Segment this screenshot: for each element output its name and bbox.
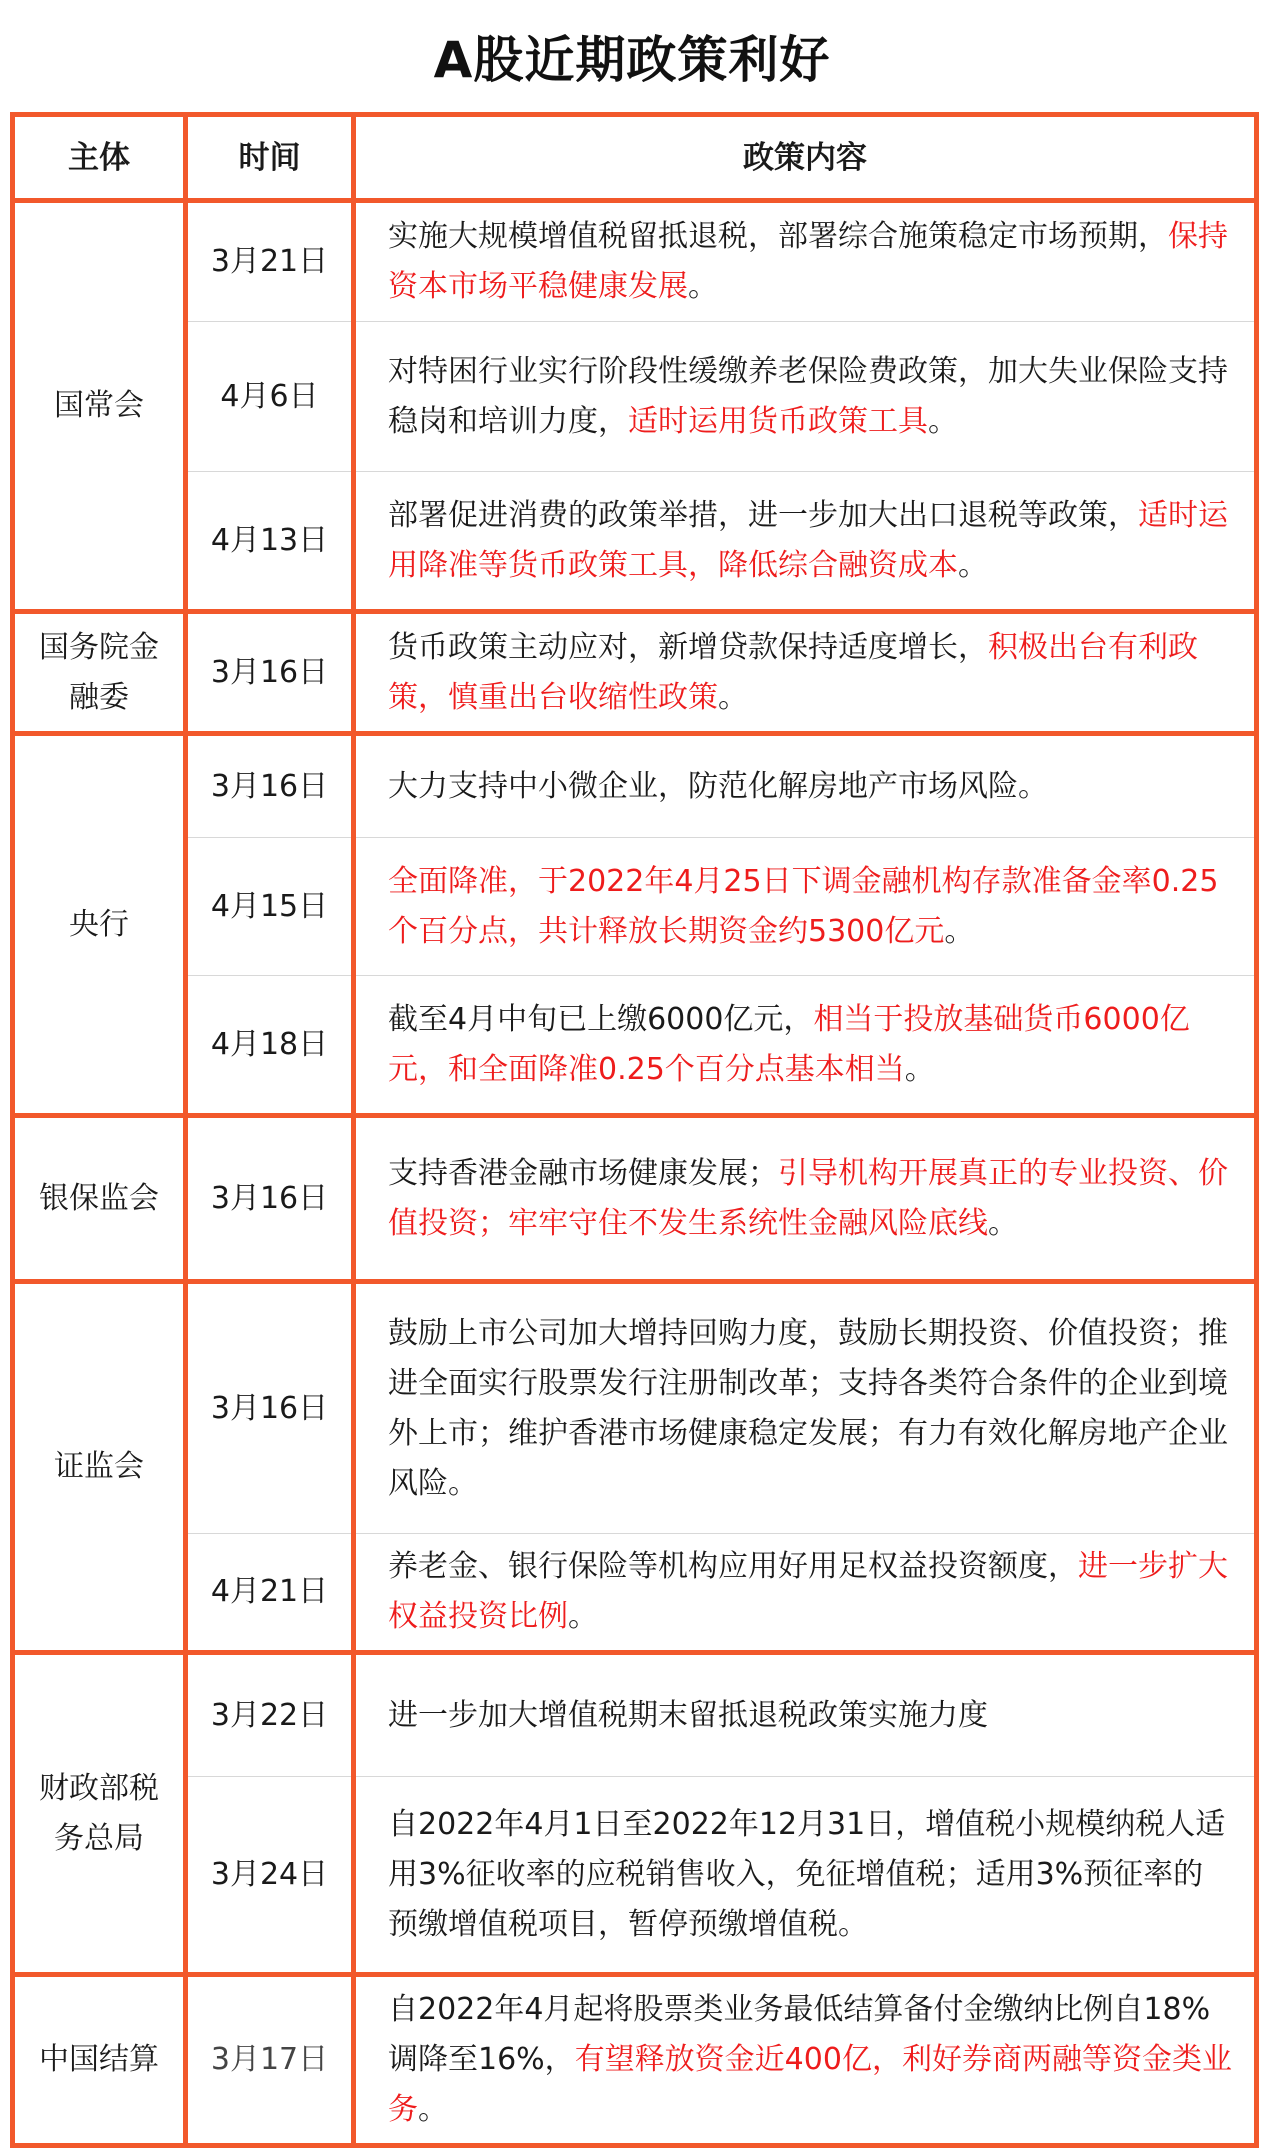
table-row — [13, 1282, 1257, 1534]
subject-cell: 银保监会 — [13, 1116, 186, 1282]
subject-cell: 央行 — [13, 734, 186, 1116]
date-cell: 3月16日 — [186, 1116, 354, 1282]
content-text: 部署促进消费的政策举措，进一步加大出口退税等政策， — [388, 497, 1138, 533]
table-row — [13, 1777, 1257, 1975]
date-cell: 3月16日 — [186, 734, 354, 838]
content-highlight: 适时运用降准等货币政策工具，降低综合融资成本 — [388, 497, 1228, 583]
content-highlight: 保持资本市场平稳健康发展 — [388, 219, 1228, 304]
content-end: 。 — [988, 1205, 1018, 1241]
content-text: 大力支持中小微企业，防范化解房地产市场风险。 — [388, 768, 1048, 804]
content-cell — [354, 1777, 1257, 1975]
content-cell — [354, 976, 1257, 1116]
table-row — [13, 1653, 1257, 1777]
date-cell: 3月17日 — [186, 1975, 354, 2146]
content-cell — [354, 1282, 1257, 1534]
table-row — [13, 838, 1257, 976]
content-cell — [354, 1534, 1257, 1653]
content-highlight: 全面降准，于2022年4月25日下调金融机构存款准备金率0.25个百分点，共计释放长期资金约5300亿元 — [388, 863, 1219, 949]
subject-cell: 财政部税务总局 — [13, 1653, 186, 1975]
table-row — [13, 1975, 1257, 2146]
content-end: 。 — [958, 547, 988, 583]
subject-cell: 国常会 — [13, 201, 186, 612]
date-cell: 3月24日 — [186, 1777, 354, 1975]
table-row — [13, 976, 1257, 1116]
header-content: 政策内容 — [354, 115, 1257, 201]
content-end: 。 — [568, 1599, 598, 1634]
header-subject: 主体 — [13, 115, 186, 201]
content-text: 自2022年4月1日至2022年12月31日，增值税小规模纳税人适用3%征收率的应税销售收入，免征增值税；适用3%预征率的预缴增值税项目，暂停预缴增值税。 — [388, 1806, 1226, 1942]
table-row — [13, 322, 1257, 472]
content-text: 支持香港金融市场健康发展； — [388, 1155, 778, 1191]
table-row — [13, 201, 1257, 322]
table-row — [13, 472, 1257, 612]
table-row — [13, 1116, 1257, 1282]
subject-cell: 国务院金融委 — [13, 612, 186, 734]
date-cell: 4月21日 — [186, 1534, 354, 1653]
content-text: 养老金、银行保险等机构应用好用足权益投资额度， — [388, 1549, 1078, 1584]
content-end: 。 — [418, 2092, 448, 2127]
content-cell — [354, 1975, 1257, 2146]
date-cell: 4月15日 — [186, 838, 354, 976]
content-highlight: 有望释放资金近400亿，利好券商两融等资金类业务 — [388, 2042, 1232, 2127]
date-cell: 4月13日 — [186, 472, 354, 612]
content-cell — [354, 838, 1257, 976]
content-end: 。 — [944, 913, 975, 949]
content-highlight: 适时运用货币政策工具 — [628, 403, 928, 439]
content-text: 货币政策主动应对，新增贷款保持适度增长， — [388, 629, 988, 665]
content-text: 鼓励上市公司加大增持回购力度，鼓励长期投资、价值投资；推进全面实行股票发行注册制改革；支持各类符合条件的企业到境外上市；维护香港市场健康稳定发展；有力有效化解房地产企业风险。 — [388, 1315, 1228, 1501]
content-highlight: 引导机构开展真正的专业投资、价值投资；牢牢守住不发生系统性金融风险底线 — [388, 1155, 1228, 1241]
content-text: 截至4月中旬已上缴6000亿元， — [388, 1001, 814, 1037]
content-cell — [354, 1116, 1257, 1282]
content-cell — [354, 472, 1257, 612]
content-end: 。 — [904, 1051, 935, 1087]
content-cell — [354, 612, 1257, 734]
policy-table — [10, 112, 1259, 2148]
content-cell — [354, 1653, 1257, 1777]
content-cell — [354, 734, 1257, 838]
page-title: A股近期政策利好 — [433, 31, 831, 89]
content-end: 。 — [688, 269, 718, 304]
date-cell: 3月22日 — [186, 1653, 354, 1777]
content-text: 实施大规模增值税留抵退税，部署综合施策稳定市场预期， — [388, 219, 1168, 254]
date-cell: 4月18日 — [186, 976, 354, 1116]
table-row — [13, 734, 1257, 838]
subject-cell: 证监会 — [13, 1282, 186, 1653]
content-highlight: 相当于投放基础货币6000亿元，和全面降准0.25个百分点基本相当 — [388, 1001, 1190, 1087]
content-highlight: 进一步扩大权益投资比例 — [388, 1549, 1228, 1634]
date-cell: 3月16日 — [186, 612, 354, 734]
content-text: 进一步加大增值税期末留抵退税政策实施力度 — [388, 1697, 988, 1733]
content-cell — [354, 322, 1257, 472]
subject-cell: 中国结算 — [13, 1975, 186, 2146]
table-header-row — [13, 115, 1257, 201]
date-cell: 4月6日 — [186, 322, 354, 472]
date-cell: 3月16日 — [186, 1282, 354, 1534]
date-cell: 3月21日 — [186, 201, 354, 322]
content-highlight: 积极出台有利政策，慎重出台收缩性政策 — [388, 629, 1198, 715]
table-row — [13, 1534, 1257, 1653]
content-end: 。 — [718, 679, 748, 715]
table-row — [13, 612, 1257, 734]
content-text: 对特困行业实行阶段性缓缴养老保险费政策，加大失业保险支持稳岗和培训力度， — [388, 353, 1228, 439]
header-date: 时间 — [186, 115, 354, 201]
content-text: 自2022年4月起将股票类业务最低结算备付金缴纳比例自18%调降至16%， — [388, 1992, 1211, 2077]
content-end: 。 — [928, 403, 958, 439]
content-cell — [354, 201, 1257, 322]
